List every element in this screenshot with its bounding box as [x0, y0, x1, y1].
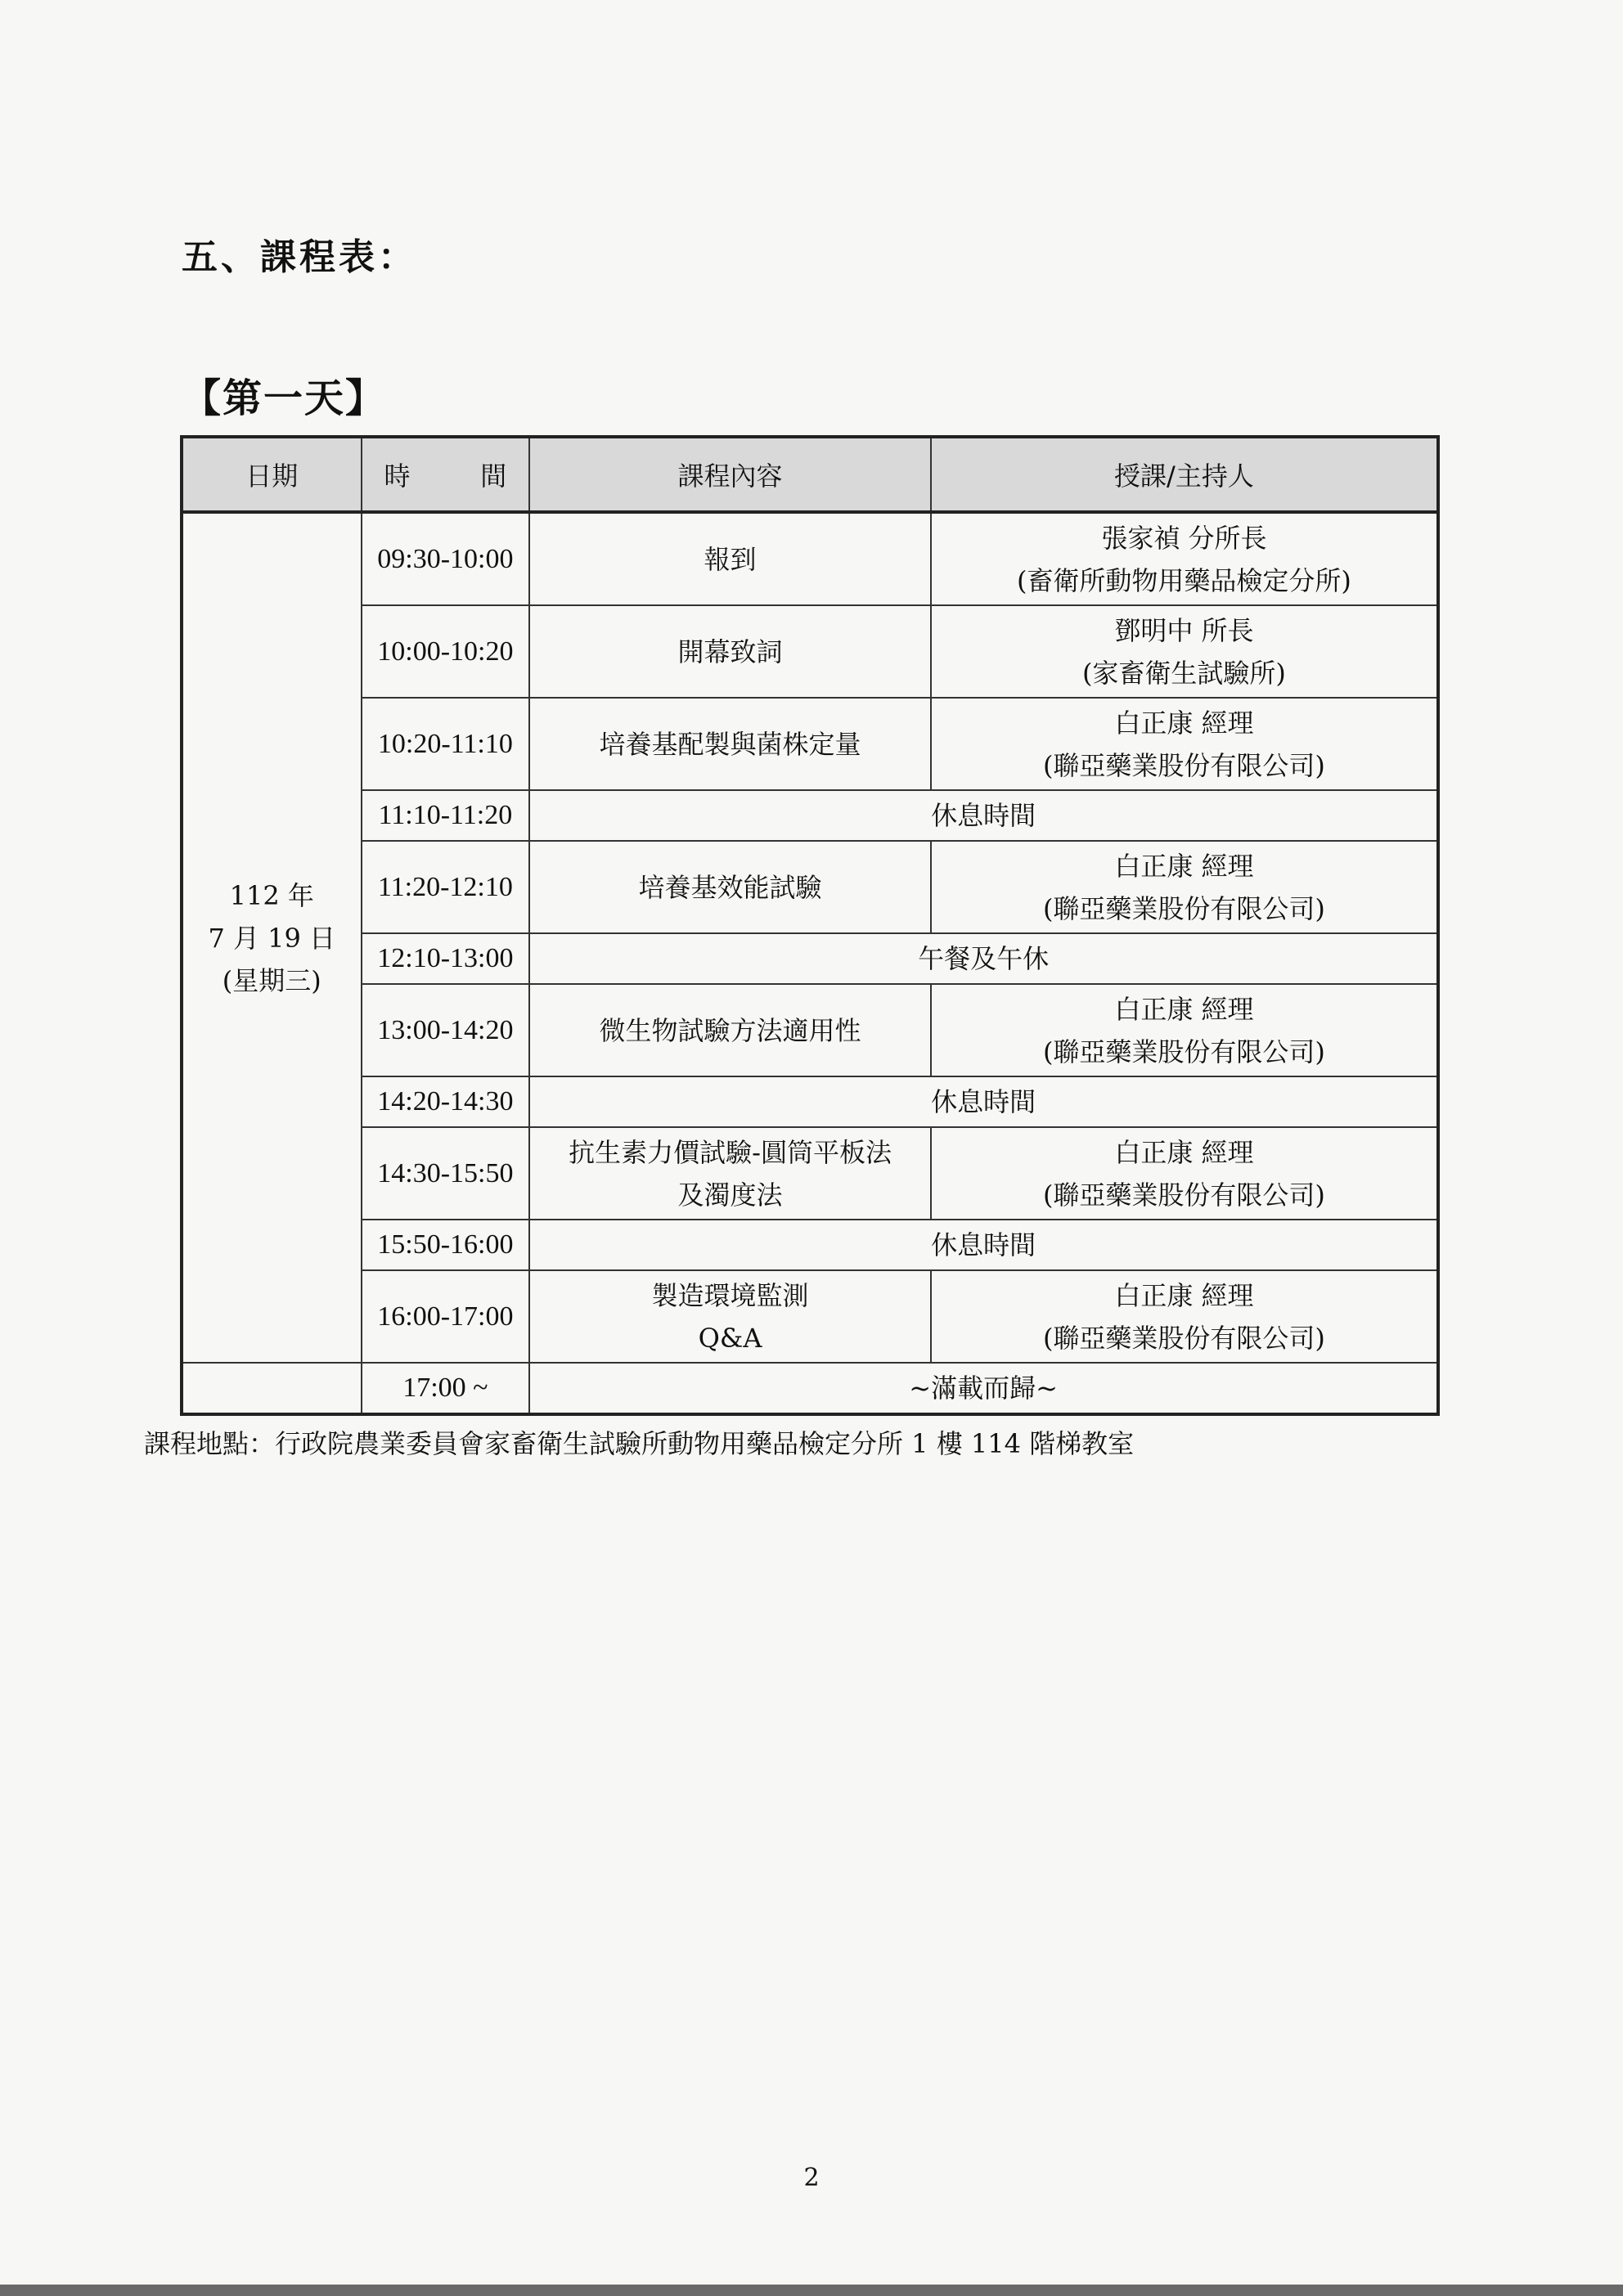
lecturer-name: 白正康 經理: [1114, 1279, 1254, 1311]
course-title-line: 開幕致詞: [677, 636, 783, 667]
lecturer-organization: (聯亞藥業股份有限公司): [1042, 749, 1325, 781]
schedule-row: [182, 984, 1438, 1076]
section-heading: 五、課程表：: [182, 236, 417, 278]
header-date: 日期: [182, 437, 362, 512]
merged-activity-cell: 休息時間: [529, 1076, 1438, 1127]
lecturer-organization: (聯亞藥業股份有限公司): [1042, 892, 1325, 924]
course-title-line: 培養基效能試驗: [638, 871, 822, 903]
schedule-row: [182, 1363, 1438, 1414]
course-content-cell: [529, 841, 931, 933]
time-cell: 15:50-16:00: [362, 1220, 530, 1270]
course-title-line: Q&A: [698, 1322, 762, 1354]
course-title-line: 抗生素力價試驗-圓筒平板法: [569, 1136, 892, 1168]
lecturer-name: 鄧明中 所長: [1114, 614, 1254, 646]
course-content-cell: [529, 1127, 931, 1220]
time-cell: 10:00-10:20: [362, 605, 530, 698]
page-number: 2: [803, 2163, 820, 2192]
time-cell: 11:10-11:20: [362, 790, 530, 841]
header-content: 課程內容: [529, 437, 931, 512]
merged-activity-cell: 休息時間: [529, 790, 1438, 841]
schedule-row: [182, 1220, 1438, 1270]
time-cell: 10:20-11:10: [362, 698, 530, 790]
lecturer-cell: [931, 1127, 1438, 1220]
lecturer-cell: [931, 1270, 1438, 1363]
time-cell: 13:00-14:20: [362, 984, 530, 1076]
lecturer-name: 白正康 經理: [1114, 707, 1254, 739]
lecturer-organization: (聯亞藥業股份有限公司): [1042, 1036, 1325, 1067]
date-line: 7 月 19 日: [208, 922, 336, 954]
header-time-left: 時: [384, 461, 411, 492]
empty-date-cell: [182, 1363, 362, 1414]
schedule-row: [182, 1127, 1438, 1220]
date-line: 112 年: [229, 879, 314, 911]
time-cell: 17:00 ~: [362, 1363, 530, 1414]
lecturer-organization: (聯亞藥業股份有限公司): [1042, 1179, 1325, 1211]
course-title-line: 微生物試驗方法適用性: [599, 1014, 861, 1046]
schedule-row: [182, 605, 1438, 698]
course-title-line: 及濁度法: [677, 1179, 783, 1211]
time-cell: 12:10-13:00: [362, 933, 530, 984]
merged-activity-cell: ~滿載而歸~: [529, 1363, 1438, 1414]
lecturer-name: 張家禎 分所長: [1101, 522, 1267, 554]
lecturer-cell: [931, 512, 1438, 605]
location-note: 課程地點：行政院農業委員會家畜衛生試驗所動物用藥品檢定分所 1 樓 114 階梯教室: [144, 1428, 1135, 1459]
time-cell: 14:30-15:50: [362, 1127, 530, 1220]
course-content-cell: [529, 512, 931, 605]
header-lecturer: 授課/主持人: [931, 437, 1438, 512]
lecturer-name: 白正康 經理: [1114, 993, 1254, 1025]
course-title-line: 製造環境監測: [651, 1279, 809, 1311]
schedule-row: [182, 933, 1438, 984]
lecturer-cell: [931, 605, 1438, 698]
date-cell: [182, 512, 362, 1363]
course-content-cell: [529, 1270, 931, 1363]
header-time: [362, 437, 530, 512]
scan-bottom-edge: [0, 2285, 1623, 2296]
course-content-cell: [529, 698, 931, 790]
schedule-row: [182, 790, 1438, 841]
schedule-row: [182, 698, 1438, 790]
schedule-row: [182, 1076, 1438, 1127]
date-line: (星期三): [222, 964, 321, 996]
course-title-line: 培養基配製與菌株定量: [599, 728, 861, 760]
lecturer-organization: (畜衛所動物用藥品檢定分所): [1016, 564, 1351, 596]
schedule-header-row: [182, 437, 1438, 512]
merged-activity-cell: 午餐及午休: [529, 933, 1438, 984]
lecturer-organization: (聯亞藥業股份有限公司): [1042, 1322, 1325, 1354]
time-cell: 14:20-14:30: [362, 1076, 530, 1127]
schedule-row: [182, 841, 1438, 933]
header-time-right: 間: [480, 461, 507, 492]
course-title-line: 報到: [704, 543, 757, 575]
lecturer-organization: (家畜衛生試驗所): [1081, 657, 1286, 689]
time-cell: 11:20-12:10: [362, 841, 530, 933]
lecturer-name: 白正康 經理: [1114, 1136, 1254, 1168]
course-content-cell: [529, 984, 931, 1076]
course-content-cell: [529, 605, 931, 698]
schedule-row: [182, 1270, 1438, 1363]
time-cell: 09:30-10:00: [362, 512, 530, 605]
time-cell: 16:00-17:00: [362, 1270, 530, 1363]
lecturer-cell: [931, 984, 1438, 1076]
lecturer-cell: [931, 841, 1438, 933]
day-heading: 【第一天】: [182, 375, 387, 421]
merged-activity-cell: 休息時間: [529, 1220, 1438, 1270]
lecturer-name: 白正康 經理: [1114, 850, 1254, 882]
lecturer-cell: [931, 698, 1438, 790]
schedule-table: [180, 435, 1440, 1416]
schedule-row: [182, 512, 1438, 605]
